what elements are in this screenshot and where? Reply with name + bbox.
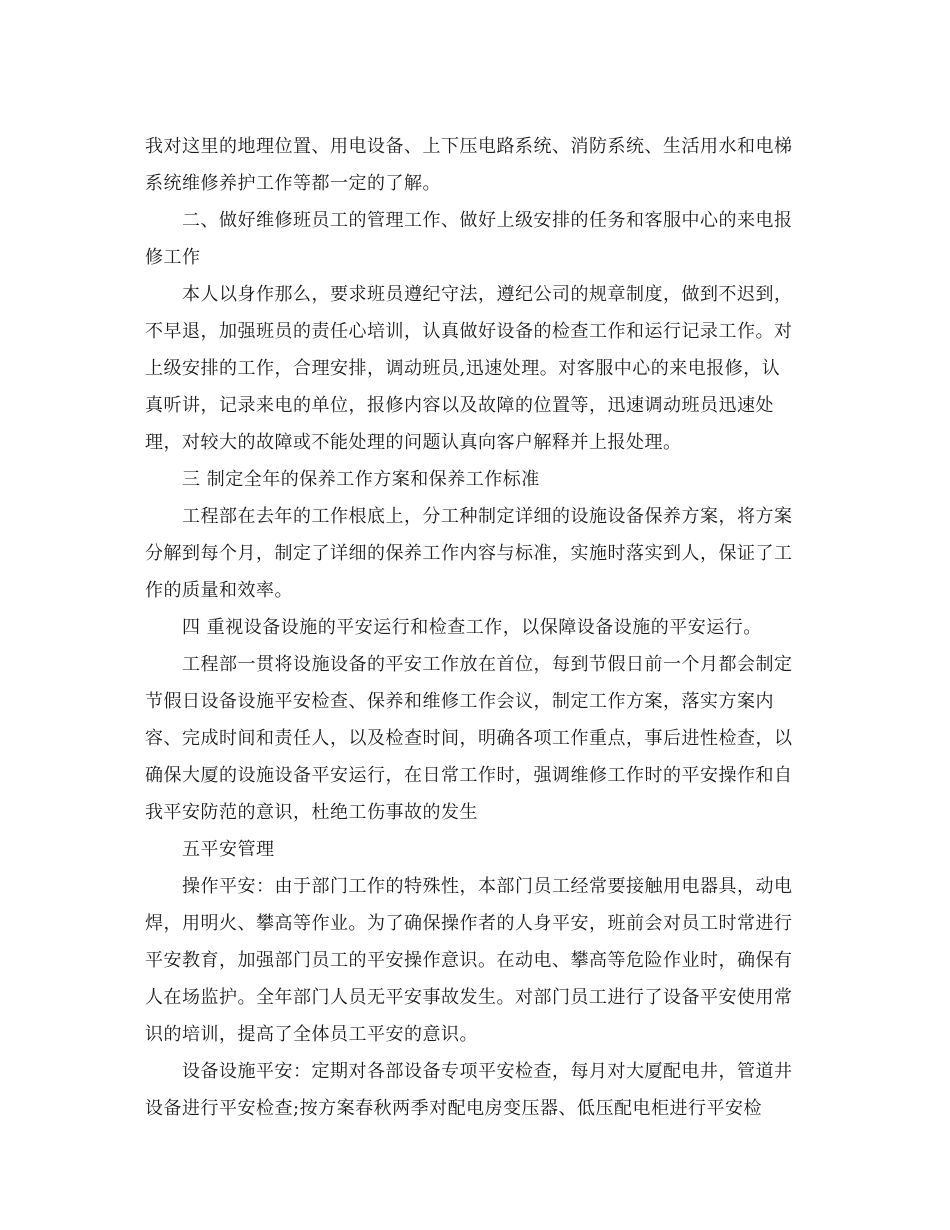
text-line: 焊，用明火、攀高等作业。为了确保操作者的人身平安，班前会对员工时常进行 [145,913,793,934]
text-line: 真听讲，记录来电的单位，报修内容以及故障的位置等，迅速调动班员迅速处 [145,395,774,416]
text-line: 操作平安：由于部门工作的特殊性，本部门员工经常要接触用电器具，动电 [182,876,793,897]
text-line: 修工作 [145,247,201,268]
text-line: 五平安管理 [182,839,275,860]
text-line: 工程部一贯将设施设备的平安工作放在首位，每到节假日前一个月都会制定 [182,654,793,675]
text-line: 容、完成时间和责任人，以及检查时间，明确各项工作重点，事后进性检查，以 [145,728,793,749]
text-line: 节假日设备设施平安检查、保养和维修工作会议，制定工作方案，落实方案内 [145,691,774,712]
text-line: 上级安排的工作，合理安排，调动班员,迅速处理。对客服中心的来电报修，认 [145,358,781,379]
text-line: 四 重视设备设施的平安运行和检查工作，以保障设备设施的平安运行。 [182,617,762,638]
text-line: 平安教育，加强部门员工的平安操作意识。在动电、攀高等危险作业时，确保有 [145,950,793,971]
text-line: 本人以身作那么，要求班员遵纪守法，遵纪公司的规章制度，做到不迟到， [182,284,793,305]
text-line: 工程部在去年的工作根底上，分工种制定详细的设施设备保养方案，将方案 [182,506,793,527]
text-line: 设备进行平安检查;按方案春秋两季对配电房变压器、低压配电柜进行平安检 [145,1098,763,1119]
text-line: 理，对较大的故障或不能处理的问题认真向客户解释并上报处理。 [145,432,682,453]
text-line: 识的培训，提高了全体员工平安的意识。 [145,1024,478,1045]
text-line: 不早退，加强班员的责任心培训，认真做好设备的检查工作和运行记录工作。对 [145,321,793,342]
text-line: 二、做好维修班员工的管理工作、做好上级安排的任务和客服中心的来电报 [182,210,793,231]
text-line: 分解到每个月，制定了详细的保养工作内容与标准，实施时落实到人，保证了工 [145,543,793,564]
text-line: 我平安防范的意识，杜绝工伤事故的发生 [145,802,478,823]
text-line: 人在场监护。全年部门人员无平安事故发生。对部门员工进行了设备平安使用常 [145,987,793,1008]
text-line: 三 制定全年的保养工作方案和保养工作标准 [182,469,540,490]
text-line: 设备设施平安：定期对各部设备专项平安检查，每月对大厦配电井，管道井 [182,1061,793,1082]
text-line: 我对这里的地理位置、用电设备、上下压电路系统、消防系统、生活用水和电梯 [145,136,793,157]
document-body [145,128,805,1127]
text-line: 系统维修养护工作等都一定的了解。 [145,173,441,194]
text-line: 作的质量和效率。 [145,580,293,601]
text-line: 确保大厦的设施设备平安运行，在日常工作时，强调维修工作时的平安操作和自 [145,765,793,786]
